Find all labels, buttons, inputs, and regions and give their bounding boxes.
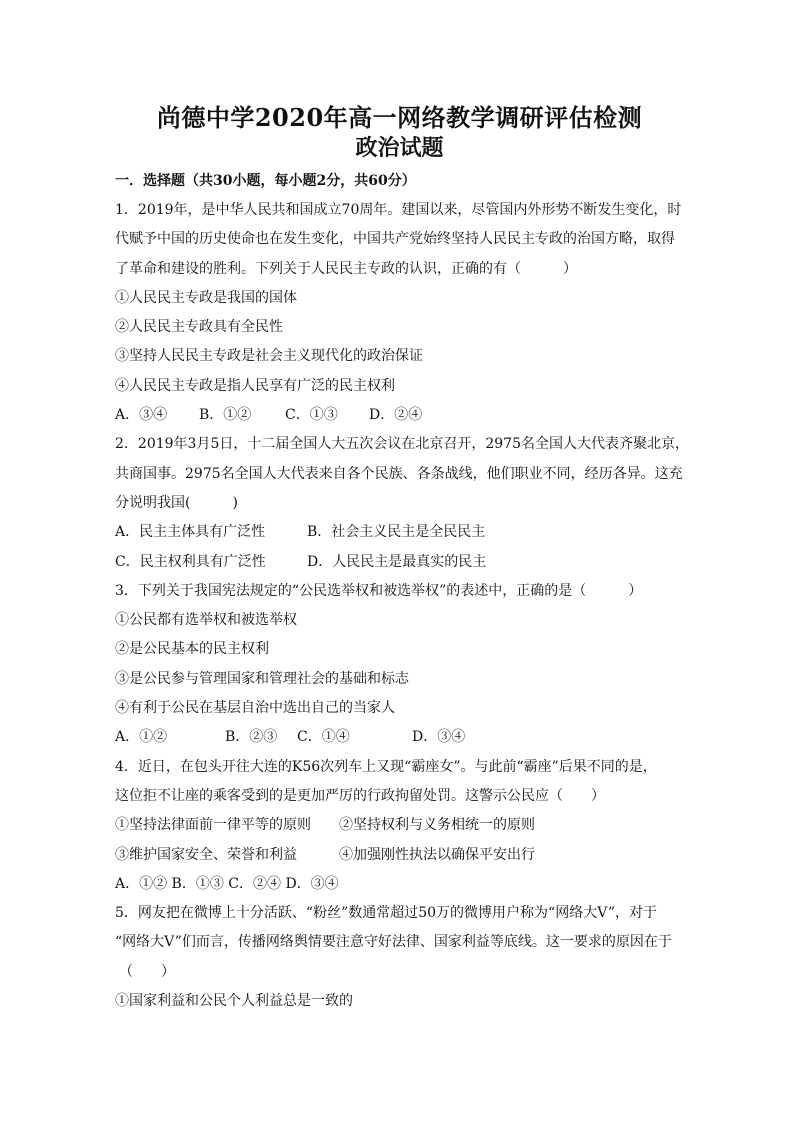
question-1 bbox=[115, 196, 684, 430]
section-heading: 一．选择题（共30小题，每小题2分，共60分） bbox=[115, 173, 416, 189]
question-2-option-d[interactable]: D．人民民主是最真实的民主 bbox=[307, 553, 487, 570]
question-4-item-row-1: ①坚持法律面前一律平等的原则 ②坚持权利与义务相统一的原则 bbox=[115, 817, 535, 834]
question-1-item-2: ②人民民主专政具有全民性 bbox=[115, 319, 283, 336]
question-5-stem-line-1: 5．网友把在微博上十分活跃、“粉丝”数通常超过50万的微博用户称为“网络大V”，对于 bbox=[115, 905, 657, 922]
question-4-item-row-2: ③维护国家安全、荣誉和利益 ④加强刚性执法以确保平安出行 bbox=[115, 846, 535, 863]
question-3-option-c[interactable]: C．①④ bbox=[297, 729, 350, 746]
question-3-item-2: ②是公民基本的民主权利 bbox=[115, 641, 269, 658]
question-2-options-row-1 bbox=[115, 518, 684, 547]
page-subtitle: 政治试题 bbox=[355, 135, 444, 161]
question-2-stem-line-2: 共商国事。2975名全国人大代表来自各个民族、各条战线，他们职业不同，经历各异。这充 bbox=[115, 465, 683, 482]
question-3-item-4: ④有利于公民在基层自治中选出自己的当家人 bbox=[115, 700, 395, 717]
question-5-stem-line-2: “网络大V”们而言，传播网络舆情要注意守好法律、国家利益等底线。这一要求的原因在于 bbox=[115, 934, 672, 951]
question-4-options[interactable]: A．①② B．①③ C．②④ D．③④ bbox=[115, 875, 339, 892]
question-1-option-b[interactable]: B．①② bbox=[199, 407, 252, 424]
question-4 bbox=[115, 753, 684, 899]
question-2 bbox=[115, 430, 689, 576]
question-3 bbox=[115, 577, 684, 753]
question-4-stem-line-1: 4．近日，在包头开往大连的K56次列车上又现“霸座女”。与此前“霸座”后果不同的是， bbox=[115, 758, 657, 775]
question-5 bbox=[115, 899, 684, 1016]
page-title: 尚德中学2020年高一网络教学调研评估检测 bbox=[156, 103, 643, 132]
question-3-option-d[interactable]: D．③④ bbox=[412, 729, 466, 746]
question-1-stem-line-1: 1．2019年，是中华人民共和国成立70周年。建国以来，尽管国内外形势不断发生变化，时 bbox=[115, 202, 682, 218]
question-2-stem-line-1: 2．2019年3月5日，十二届全国人大五次会议在北京召开，2975名全国人大代表齐聚北京， bbox=[115, 436, 689, 453]
question-1-stem-line-2: 代赋予中国的历史使命也在发生变化，中国共产党始终坚持人民民主专政的治国方略，取得 bbox=[115, 231, 675, 248]
question-2-option-c[interactable]: C．民主权利具有广泛性 bbox=[115, 553, 266, 570]
question-2-option-a[interactable]: A．民主主体具有广泛性 bbox=[115, 524, 266, 541]
question-1-item-1: ①人民民主专政是我国的国体 bbox=[115, 289, 297, 306]
question-2-stem-line-3: 分说明我国( ) bbox=[115, 494, 238, 511]
question-1-stem-line-3: 了革命和建设的胜利。下列关于人民民主专政的认识，正确的有（ ） bbox=[115, 260, 577, 277]
question-3-option-a[interactable]: A．①② bbox=[115, 729, 168, 746]
question-3-option-b[interactable]: B．②③ bbox=[225, 729, 278, 746]
question-3-item-1: ①公民都有选举权和被选举权 bbox=[115, 612, 297, 629]
question-1-options bbox=[115, 401, 684, 430]
question-1-item-3: ③坚持人民民主专政是社会主义现代化的政治保证 bbox=[115, 348, 423, 365]
question-1-option-d[interactable]: D．②④ bbox=[369, 407, 423, 424]
question-5-item-1: ①国家利益和公民个人利益总是一致的 bbox=[115, 993, 353, 1010]
question-1-option-c[interactable]: C．①③ bbox=[285, 407, 338, 424]
question-3-options bbox=[115, 723, 684, 752]
question-1-option-a[interactable]: A．③④ bbox=[115, 407, 168, 424]
question-5-stem-line-3: （ ） bbox=[119, 963, 175, 980]
question-2-option-b[interactable]: B．社会主义民主是全民民主 bbox=[307, 524, 486, 541]
question-4-stem-line-2: 这位拒不让座的乘客受到的是更加严厉的行政拘留处罚。这警示公民应（ ） bbox=[115, 787, 605, 804]
question-3-stem-line-1: 3．下列关于我国宪法规定的“公民选举权和被选举权”的表述中，正确的是（ ） bbox=[115, 582, 643, 599]
question-1-item-4: ④人民民主专政是指人民享有广泛的民主权利 bbox=[115, 377, 395, 394]
question-3-item-3: ③是公民参与管理国家和管理社会的基础和标志 bbox=[115, 670, 409, 687]
question-2-options-row-2 bbox=[115, 548, 684, 577]
